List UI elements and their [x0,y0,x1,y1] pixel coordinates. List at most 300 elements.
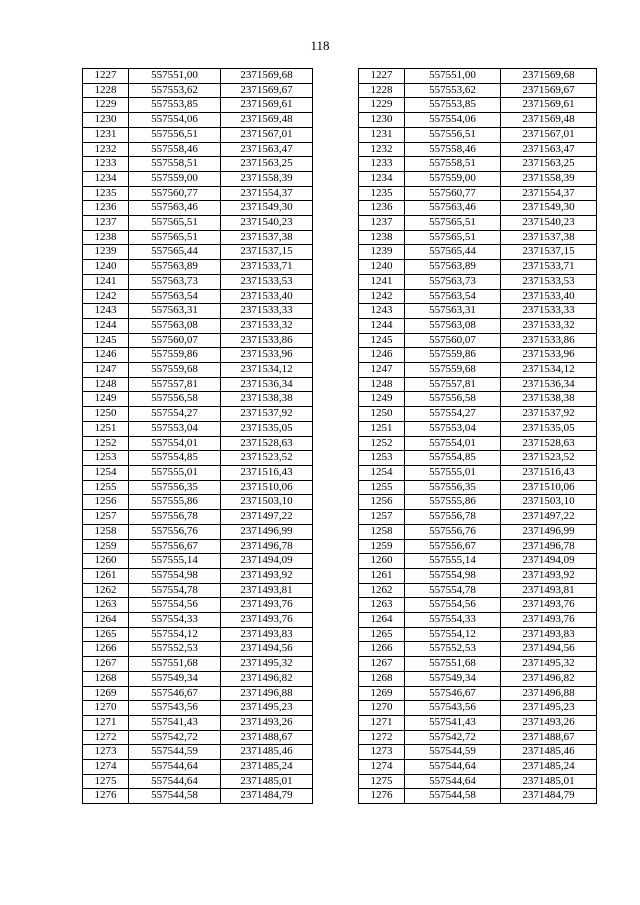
x-coordinate-right: 557544,64 [405,760,501,775]
column-gap [313,171,359,186]
x-coordinate-right: 557553,85 [405,98,501,113]
table-row [83,715,597,730]
x-coordinate-left: 557551,00 [129,69,221,84]
table-row [83,230,597,245]
point-number-right: 1258 [359,524,405,539]
point-number-left: 1264 [83,613,129,628]
point-number-left: 1255 [83,480,129,495]
x-coordinate-right: 557555,14 [405,554,501,569]
y-coordinate-left: 2371523,52 [221,451,313,466]
column-gap [313,627,359,642]
y-coordinate-right: 2371496,78 [501,539,597,554]
x-coordinate-right: 557563,73 [405,274,501,289]
column-gap [313,407,359,422]
y-coordinate-right: 2371516,43 [501,465,597,480]
point-number-right: 1257 [359,510,405,525]
x-coordinate-right: 557554,12 [405,627,501,642]
y-coordinate-left: 2371569,61 [221,98,313,113]
y-coordinate-left: 2371488,67 [221,730,313,745]
x-coordinate-left: 557558,46 [129,142,221,157]
column-gap [313,760,359,775]
y-coordinate-right: 2371538,38 [501,392,597,407]
x-coordinate-right: 557560,07 [405,333,501,348]
column-gap [313,686,359,701]
x-coordinate-left: 557556,67 [129,539,221,554]
point-number-left: 1247 [83,363,129,378]
x-coordinate-left: 557554,27 [129,407,221,422]
y-coordinate-right: 2371494,56 [501,642,597,657]
point-number-right: 1265 [359,627,405,642]
x-coordinate-right: 557559,00 [405,171,501,186]
y-coordinate-left: 2371493,92 [221,568,313,583]
x-coordinate-right: 557559,86 [405,348,501,363]
column-gap [313,363,359,378]
table-row [83,627,597,642]
x-coordinate-left: 557563,89 [129,260,221,275]
y-coordinate-right: 2371533,71 [501,260,597,275]
x-coordinate-right: 557554,27 [405,407,501,422]
point-number-right: 1261 [359,568,405,583]
point-number-right: 1250 [359,407,405,422]
table-row [83,245,597,260]
x-coordinate-right: 557559,68 [405,363,501,378]
x-coordinate-left: 557563,54 [129,289,221,304]
x-coordinate-left: 557556,51 [129,127,221,142]
y-coordinate-left: 2371528,63 [221,436,313,451]
point-number-left: 1256 [83,495,129,510]
table-row [83,289,597,304]
table-row [83,377,597,392]
x-coordinate-left: 557555,01 [129,465,221,480]
column-gap [313,230,359,245]
table-row [83,260,597,275]
y-coordinate-right: 2371537,15 [501,245,597,260]
y-coordinate-right: 2371537,38 [501,230,597,245]
x-coordinate-left: 557542,72 [129,730,221,745]
y-coordinate-right: 2371493,76 [501,598,597,613]
point-number-left: 1236 [83,201,129,216]
x-coordinate-left: 557556,58 [129,392,221,407]
y-coordinate-right: 2371485,01 [501,774,597,789]
x-coordinate-right: 557554,78 [405,583,501,598]
point-number-right: 1234 [359,171,405,186]
point-number-right: 1252 [359,436,405,451]
x-coordinate-right: 557551,68 [405,657,501,672]
column-gap [313,789,359,804]
point-number-left: 1260 [83,554,129,569]
x-coordinate-right: 557563,08 [405,318,501,333]
x-coordinate-right: 557556,35 [405,480,501,495]
x-coordinate-left: 557553,85 [129,98,221,113]
point-number-right: 1244 [359,318,405,333]
x-coordinate-left: 557554,85 [129,451,221,466]
y-coordinate-left: 2371494,09 [221,554,313,569]
column-gap [313,157,359,172]
point-number-right: 1243 [359,304,405,319]
point-number-right: 1240 [359,260,405,275]
y-coordinate-left: 2371540,23 [221,216,313,231]
y-coordinate-left: 2371534,12 [221,363,313,378]
table-row [83,495,597,510]
table-row [83,157,597,172]
point-number-right: 1267 [359,657,405,672]
point-number-left: 1272 [83,730,129,745]
column-gap [313,127,359,142]
table-row [83,421,597,436]
point-number-left: 1269 [83,686,129,701]
y-coordinate-left: 2371533,86 [221,333,313,348]
y-coordinate-right: 2371569,68 [501,69,597,84]
y-coordinate-right: 2371533,96 [501,348,597,363]
point-number-left: 1243 [83,304,129,319]
y-coordinate-right: 2371493,92 [501,568,597,583]
column-gap [313,186,359,201]
column-gap [313,83,359,98]
table-row [83,186,597,201]
y-coordinate-right: 2371493,83 [501,627,597,642]
y-coordinate-right: 2371563,25 [501,157,597,172]
point-number-left: 1230 [83,113,129,128]
y-coordinate-right: 2371496,88 [501,686,597,701]
x-coordinate-left: 557553,04 [129,421,221,436]
y-coordinate-left: 2371535,05 [221,421,313,436]
y-coordinate-left: 2371536,34 [221,377,313,392]
x-coordinate-left: 557544,64 [129,760,221,775]
y-coordinate-left: 2371533,96 [221,348,313,363]
table-row [83,480,597,495]
column-gap [313,730,359,745]
point-number-right: 1232 [359,142,405,157]
y-coordinate-right: 2371549,30 [501,201,597,216]
x-coordinate-left: 557544,59 [129,745,221,760]
table-row [83,671,597,686]
column-gap [313,657,359,672]
point-number-right: 1245 [359,333,405,348]
x-coordinate-left: 557557,81 [129,377,221,392]
point-number-right: 1276 [359,789,405,804]
y-coordinate-right: 2371528,63 [501,436,597,451]
x-coordinate-right: 557565,51 [405,230,501,245]
y-coordinate-left: 2371493,83 [221,627,313,642]
y-coordinate-left: 2371485,46 [221,745,313,760]
column-gap [313,201,359,216]
point-number-right: 1270 [359,701,405,716]
table-row [83,333,597,348]
point-number-right: 1235 [359,186,405,201]
y-coordinate-left: 2371516,43 [221,465,313,480]
table-row [83,613,597,628]
y-coordinate-right: 2371567,01 [501,127,597,142]
table-row [83,789,597,804]
y-coordinate-left: 2371493,76 [221,598,313,613]
column-gap [313,480,359,495]
table-row [83,127,597,142]
x-coordinate-right: 557557,81 [405,377,501,392]
y-coordinate-right: 2371533,32 [501,318,597,333]
x-coordinate-right: 557554,56 [405,598,501,613]
y-coordinate-right: 2371510,06 [501,480,597,495]
x-coordinate-left: 557556,78 [129,510,221,525]
column-gap [313,701,359,716]
x-coordinate-left: 557544,64 [129,774,221,789]
page-number: 118 [310,38,330,53]
table-row [83,436,597,451]
x-coordinate-left: 557563,46 [129,201,221,216]
column-gap [313,583,359,598]
column-gap [313,348,359,363]
y-coordinate-left: 2371538,38 [221,392,313,407]
y-coordinate-right: 2371569,61 [501,98,597,113]
y-coordinate-left: 2371495,32 [221,657,313,672]
point-number-right: 1237 [359,216,405,231]
point-number-right: 1268 [359,671,405,686]
y-coordinate-right: 2371485,24 [501,760,597,775]
point-number-right: 1254 [359,465,405,480]
point-number-left: 1245 [83,333,129,348]
point-number-left: 1276 [83,789,129,804]
y-coordinate-left: 2371496,88 [221,686,313,701]
x-coordinate-left: 557554,78 [129,583,221,598]
x-coordinate-right: 557563,89 [405,260,501,275]
y-coordinate-right: 2371503,10 [501,495,597,510]
column-gap [313,260,359,275]
y-coordinate-left: 2371569,68 [221,69,313,84]
x-coordinate-right: 557553,04 [405,421,501,436]
column-gap [313,539,359,554]
x-coordinate-right: 557544,58 [405,789,501,804]
column-gap [313,142,359,157]
point-number-left: 1261 [83,568,129,583]
point-number-right: 1275 [359,774,405,789]
y-coordinate-right: 2371494,09 [501,554,597,569]
table-row [83,686,597,701]
x-coordinate-left: 557544,58 [129,789,221,804]
column-gap [313,598,359,613]
y-coordinate-left: 2371537,38 [221,230,313,245]
y-coordinate-left: 2371569,48 [221,113,313,128]
table-row [83,701,597,716]
column-gap [313,554,359,569]
point-number-left: 1231 [83,127,129,142]
point-number-right: 1238 [359,230,405,245]
point-number-right: 1271 [359,715,405,730]
column-gap [313,304,359,319]
y-coordinate-right: 2371485,46 [501,745,597,760]
point-number-right: 1253 [359,451,405,466]
x-coordinate-left: 557554,33 [129,613,221,628]
y-coordinate-left: 2371533,32 [221,318,313,333]
table-row [83,407,597,422]
coordinate-table [82,68,597,804]
point-number-left: 1238 [83,230,129,245]
x-coordinate-right: 557552,53 [405,642,501,657]
y-coordinate-left: 2371496,99 [221,524,313,539]
column-gap [313,495,359,510]
x-coordinate-right: 557565,51 [405,216,501,231]
x-coordinate-left: 557543,56 [129,701,221,716]
table-row [83,554,597,569]
point-number-right: 1273 [359,745,405,760]
y-coordinate-left: 2371494,56 [221,642,313,657]
x-coordinate-right: 557558,51 [405,157,501,172]
point-number-right: 1272 [359,730,405,745]
x-coordinate-left: 557546,67 [129,686,221,701]
column-gap [313,451,359,466]
point-number-left: 1258 [83,524,129,539]
point-number-left: 1246 [83,348,129,363]
point-number-left: 1259 [83,539,129,554]
y-coordinate-left: 2371485,01 [221,774,313,789]
column-gap [313,377,359,392]
x-coordinate-right: 557556,67 [405,539,501,554]
y-coordinate-right: 2371495,32 [501,657,597,672]
column-gap [313,671,359,686]
x-coordinate-left: 557555,86 [129,495,221,510]
column-gap [313,113,359,128]
table-row [83,304,597,319]
column-gap [313,613,359,628]
x-coordinate-left: 557563,31 [129,304,221,319]
y-coordinate-right: 2371497,22 [501,510,597,525]
column-gap [313,715,359,730]
table-row [83,745,597,760]
y-coordinate-right: 2371523,52 [501,451,597,466]
point-number-right: 1241 [359,274,405,289]
point-number-right: 1263 [359,598,405,613]
x-coordinate-left: 557554,01 [129,436,221,451]
x-coordinate-right: 557563,54 [405,289,501,304]
table-row [83,524,597,539]
point-number-left: 1234 [83,171,129,186]
point-number-left: 1273 [83,745,129,760]
y-coordinate-left: 2371493,76 [221,613,313,628]
x-coordinate-left: 557559,00 [129,171,221,186]
column-gap [313,510,359,525]
x-coordinate-left: 557560,77 [129,186,221,201]
y-coordinate-left: 2371563,25 [221,157,313,172]
x-coordinate-left: 557556,35 [129,480,221,495]
point-number-right: 1249 [359,392,405,407]
point-number-left: 1270 [83,701,129,716]
y-coordinate-right: 2371569,48 [501,113,597,128]
point-number-left: 1257 [83,510,129,525]
point-number-left: 1265 [83,627,129,642]
y-coordinate-right: 2371496,99 [501,524,597,539]
point-number-right: 1247 [359,363,405,378]
point-number-left: 1239 [83,245,129,260]
point-number-left: 1250 [83,407,129,422]
y-coordinate-left: 2371567,01 [221,127,313,142]
x-coordinate-right: 557556,58 [405,392,501,407]
x-coordinate-left: 557554,06 [129,113,221,128]
x-coordinate-right: 557544,64 [405,774,501,789]
y-coordinate-left: 2371484,79 [221,789,313,804]
y-coordinate-left: 2371533,53 [221,274,313,289]
x-coordinate-left: 557565,44 [129,245,221,260]
x-coordinate-right: 557541,43 [405,715,501,730]
point-number-left: 1249 [83,392,129,407]
y-coordinate-right: 2371533,86 [501,333,597,348]
point-number-left: 1263 [83,598,129,613]
x-coordinate-right: 557544,59 [405,745,501,760]
column-gap [313,642,359,657]
x-coordinate-right: 557551,00 [405,69,501,84]
point-number-right: 1229 [359,98,405,113]
x-coordinate-right: 557563,31 [405,304,501,319]
point-number-right: 1255 [359,480,405,495]
point-number-left: 1237 [83,216,129,231]
table-row [83,760,597,775]
x-coordinate-left: 557556,76 [129,524,221,539]
point-number-left: 1251 [83,421,129,436]
table-row [83,201,597,216]
point-number-left: 1229 [83,98,129,113]
y-coordinate-left: 2371495,23 [221,701,313,716]
point-number-right: 1246 [359,348,405,363]
y-coordinate-left: 2371485,24 [221,760,313,775]
column-gap [313,392,359,407]
table-row [83,657,597,672]
x-coordinate-right: 557556,78 [405,510,501,525]
y-coordinate-left: 2371497,22 [221,510,313,525]
y-coordinate-left: 2371537,92 [221,407,313,422]
y-coordinate-left: 2371496,82 [221,671,313,686]
point-number-left: 1233 [83,157,129,172]
x-coordinate-right: 557546,67 [405,686,501,701]
column-gap [313,774,359,789]
y-coordinate-left: 2371554,37 [221,186,313,201]
y-coordinate-right: 2371558,39 [501,171,597,186]
column-gap [313,568,359,583]
table-row [83,568,597,583]
table-row [83,730,597,745]
x-coordinate-left: 557554,56 [129,598,221,613]
column-gap [313,436,359,451]
y-coordinate-right: 2371488,67 [501,730,597,745]
point-number-left: 1227 [83,69,129,84]
x-coordinate-left: 557558,51 [129,157,221,172]
y-coordinate-left: 2371549,30 [221,201,313,216]
x-coordinate-right: 557554,98 [405,568,501,583]
point-number-left: 1241 [83,274,129,289]
x-coordinate-right: 557558,46 [405,142,501,157]
table-row [83,510,597,525]
point-number-left: 1240 [83,260,129,275]
point-number-left: 1253 [83,451,129,466]
table-row [83,69,597,84]
point-number-left: 1266 [83,642,129,657]
point-number-right: 1259 [359,539,405,554]
point-number-right: 1233 [359,157,405,172]
y-coordinate-right: 2371493,81 [501,583,597,598]
column-gap [313,98,359,113]
point-number-right: 1251 [359,421,405,436]
x-coordinate-right: 557556,76 [405,524,501,539]
table-row [83,392,597,407]
y-coordinate-left: 2371503,10 [221,495,313,510]
y-coordinate-right: 2371493,26 [501,715,597,730]
point-number-right: 1236 [359,201,405,216]
point-number-right: 1269 [359,686,405,701]
x-coordinate-right: 557554,06 [405,113,501,128]
point-number-right: 1260 [359,554,405,569]
table-row [83,451,597,466]
table-row [83,274,597,289]
point-number-right: 1266 [359,642,405,657]
x-coordinate-right: 557542,72 [405,730,501,745]
point-number-left: 1268 [83,671,129,686]
point-number-right: 1262 [359,583,405,598]
